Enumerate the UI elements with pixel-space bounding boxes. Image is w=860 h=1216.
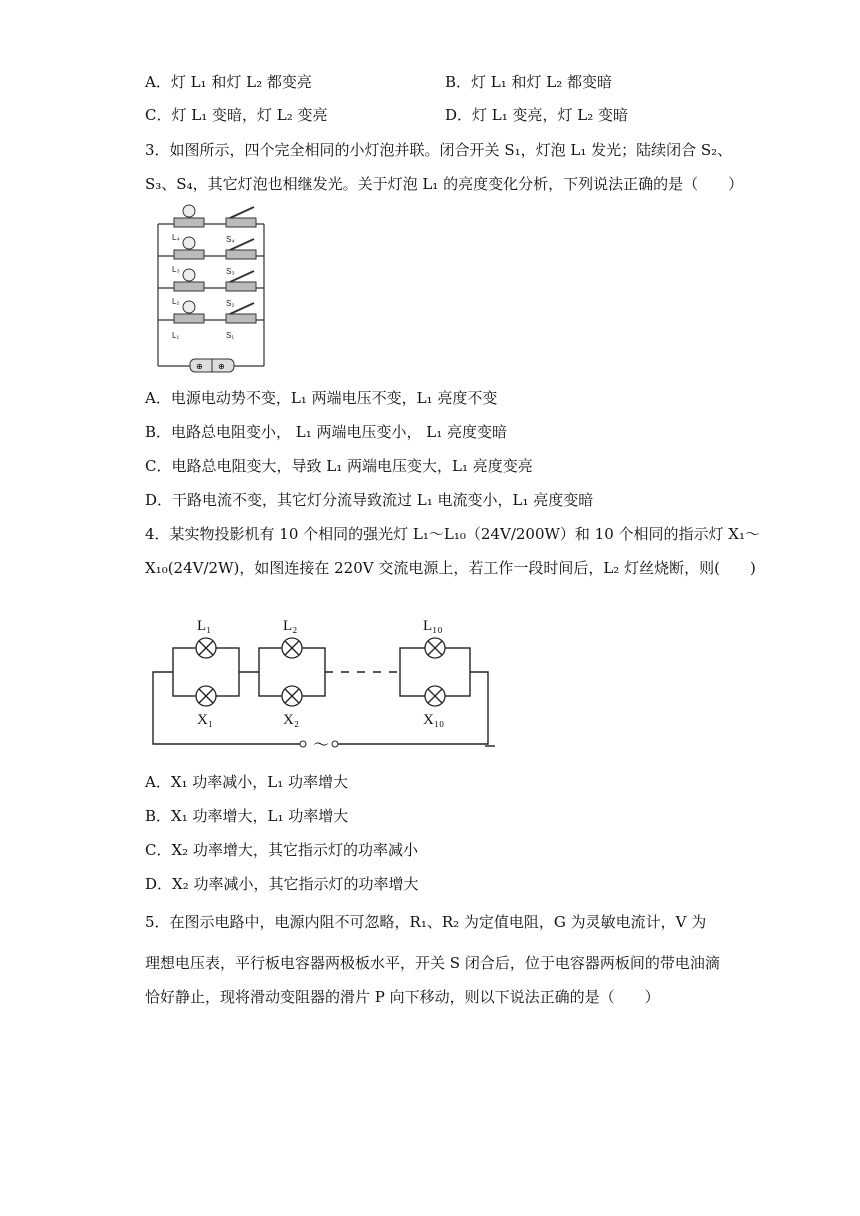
q5-stem-line2: 理想电压表，平行板电容器两极板水平，开关 S 闭合后，位于电容器两板间的带电油滴 <box>145 954 720 972</box>
q3-stem-line1: 3．如图所示，四个完全相同的小灯泡并联。闭合开关 S₁，灯泡 L₁ 发光；陆续闭合 S₂、 <box>145 141 733 159</box>
q5-stem-line1: 5．在图示电路中，电源内阻不可忽略，R₁、R₂ 为定值电阻，G 为灵敏电流计，V 为 <box>145 913 707 931</box>
label-l3: L₃ <box>172 265 180 274</box>
label-s2: S₂ <box>226 299 235 308</box>
q2-option-b[interactable]: B．灯 L₁ 和灯 L₂ 都变暗 <box>445 73 613 91</box>
q3-option-d[interactable]: D．干路电流不变，其它灯分流导致流过 L₁ 电流变小，L₁ 亮度变暗 <box>145 491 594 509</box>
q3-parallel-bulbs-figure <box>150 202 275 374</box>
label-X1: X₁ <box>197 712 214 728</box>
label-l4: L₄ <box>172 233 180 242</box>
q2-option-c[interactable]: C．灯 L₁ 变暗，灯 L₂ 变亮 <box>145 106 328 124</box>
label-L10: L₁₀ <box>423 618 443 634</box>
label-s1: S₁ <box>226 331 235 340</box>
q4-option-d[interactable]: D．X₂ 功率减小，其它指示灯的功率增大 <box>145 875 419 893</box>
battery-icon <box>190 359 234 372</box>
label-L2: L₂ <box>283 618 298 634</box>
ac-symbol: ～ <box>313 735 330 754</box>
label-l2: L₂ <box>172 297 180 306</box>
q2-option-a[interactable]: A．灯 L₁ 和灯 L₂ 都变亮 <box>145 73 312 91</box>
label-s3: S₃ <box>226 267 235 276</box>
q3-option-c[interactable]: C．电路总电阻变大，导致 L₁ 两端电压变大，L₁ 亮度变亮 <box>145 457 533 475</box>
label-l1: L₁ <box>172 331 180 340</box>
q4-stem-line1: 4．某实物投影机有 10 个相同的强光灯 L₁～L₁₀（24V/200W）和 10 个相同的指示灯 X₁～ <box>145 525 761 543</box>
svg-text:⊕: ⊕ <box>196 362 203 371</box>
q4-option-a[interactable]: A．X₁ 功率减小，L₁ 功率增大 <box>145 773 349 791</box>
q3-stem-line2: S₃、S₄，其它灯泡也相继发光。关于灯泡 L₁ 的亮度变化分析，下列说法正确的是（ ） <box>145 175 744 193</box>
label-s4: S₄ <box>226 235 235 244</box>
label-X10: X₁₀ <box>423 712 445 728</box>
label-L1: L₁ <box>197 618 212 634</box>
q4-option-b[interactable]: B．X₁ 功率增大，L₁ 功率增大 <box>145 807 349 825</box>
q4-lamp-circuit-figure <box>145 608 505 756</box>
q3-option-a[interactable]: A．电源电动势不变，L₁ 两端电压不变，L₁ 亮度不变 <box>145 389 498 407</box>
q5-stem-line3: 恰好静止，现将滑动变阻器的滑片 P 向下移动，则以下说法正确的是（ ） <box>145 988 660 1006</box>
ac-source-icon <box>300 735 338 754</box>
svg-text:⊕: ⊕ <box>218 362 225 371</box>
q2-option-d[interactable]: D．灯 L₁ 变亮，灯 L₂ 变暗 <box>445 106 629 124</box>
q3-option-b[interactable]: B．电路总电阻变小， L₁ 两端电压变小， L₁ 亮度变暗 <box>145 423 508 441</box>
label-X2: X₂ <box>283 712 300 728</box>
q4-option-c[interactable]: C．X₂ 功率增大，其它指示灯的功率减小 <box>145 841 418 859</box>
q4-stem-line2: X₁₀(24V/2W)，如图连接在 220V 交流电源上，若工作一段时间后，L₂ 灯丝烧断，则( ) <box>145 559 756 577</box>
